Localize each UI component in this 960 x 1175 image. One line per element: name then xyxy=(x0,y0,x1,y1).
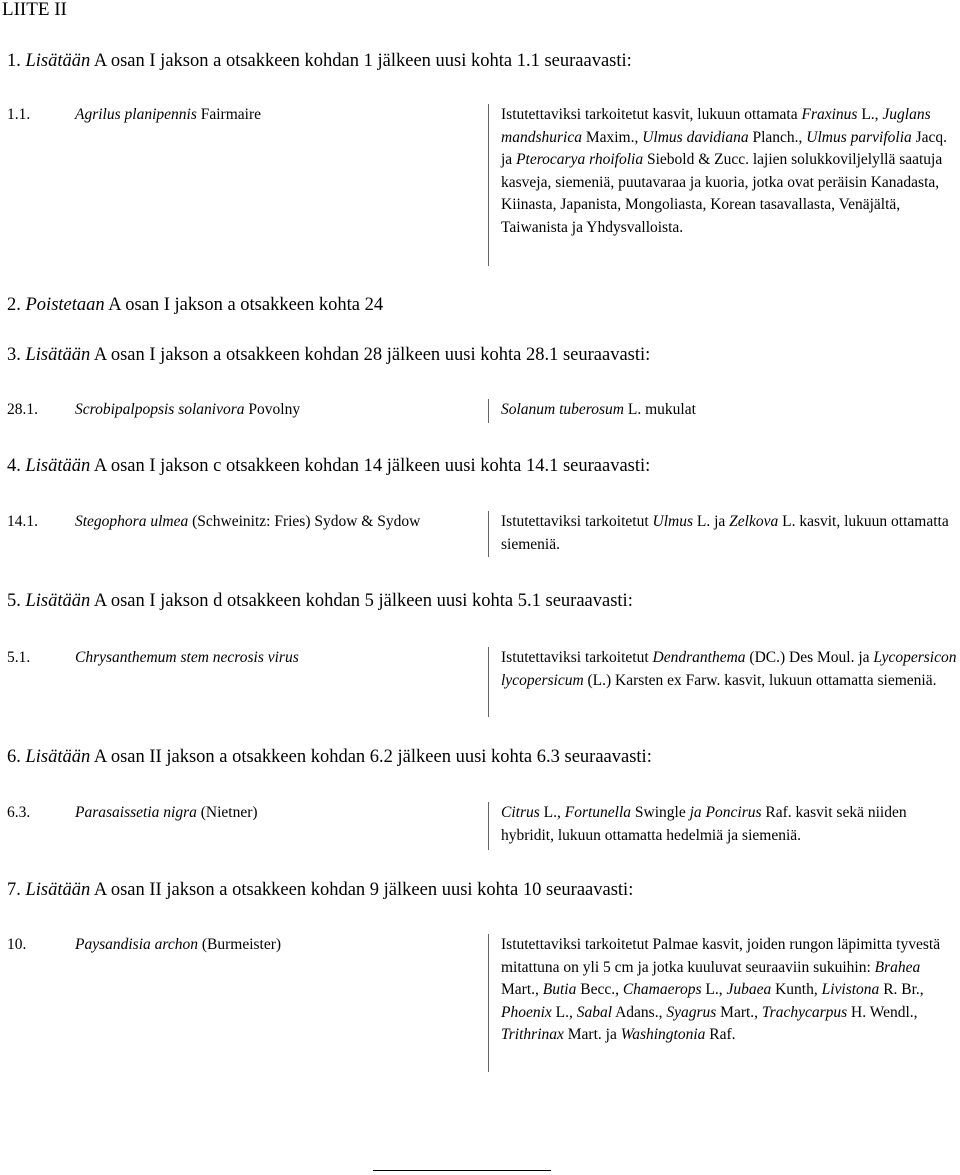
text-run: (Nietner) xyxy=(196,804,258,821)
text-run: Istutettaviksi tarkoitetut kasvit, lukuun ottamata xyxy=(501,106,802,123)
section-verb: Poistetaan xyxy=(25,295,105,315)
italic-text-run: Fortunella xyxy=(564,804,632,821)
entry-pest xyxy=(75,934,465,957)
italic-text-run: Syagrus xyxy=(666,1003,717,1021)
italic-text-run: Trachycarpus xyxy=(761,1003,848,1021)
text-run: L. ja xyxy=(693,513,730,530)
entry-pest xyxy=(75,511,450,534)
section-number: 5. xyxy=(7,591,21,611)
entry-pest xyxy=(75,647,465,670)
italic-text-run: Dendranthema xyxy=(652,649,746,666)
section-text: A osan I jakson d otsakkeen kohdan 5 jälkeen uusi kohta 5.1 seuraavasti: xyxy=(93,591,633,611)
text-run: Mart. ja xyxy=(563,1026,621,1043)
text-run: (Schweinitz: Fries) Sydow & Sydow xyxy=(188,513,421,530)
italic-text-run: Jubaea xyxy=(726,981,772,998)
section-text: A osan II jakson a otsakkeen kohdan 6.2 jälkeen uusi kohta 6.3 seuraavasti: xyxy=(93,747,652,767)
text-run: Planch., xyxy=(748,128,807,146)
italic-text-run: Livistona xyxy=(821,981,880,998)
italic-text-run: Paysandisia archon xyxy=(75,936,198,953)
text-run: Swingle xyxy=(631,804,690,821)
section-text: A osan II jakson a otsakkeen kohdan 9 jälkeen uusi kohta 10 seuraavasti: xyxy=(93,880,634,900)
italic-text-run: Parasaissetia nigra xyxy=(75,804,197,821)
section-text: A osan I jakson a otsakkeen kohta 24 xyxy=(108,295,384,315)
section-verb: Lisätään xyxy=(25,51,91,71)
italic-text-run: Pterocarya rhoifolia xyxy=(516,151,644,168)
section-number: 1. xyxy=(7,51,21,71)
entry-description xyxy=(488,802,958,850)
italic-text-run: Phoenix xyxy=(501,1003,552,1021)
italic-text-run: Scrobipalpopsis solanivora xyxy=(75,401,245,418)
text-run: (Burmeister) xyxy=(198,936,282,953)
text-run: Istutettaviksi tarkoitetut xyxy=(501,649,653,666)
italic-text-run: Citrus xyxy=(501,804,540,821)
section-verb: Lisätään xyxy=(25,456,91,476)
entry-description xyxy=(488,399,958,423)
text-run: Siebold & Zucc. lajien solukkoviljelyllä saatuja kasveja, siemeniä, puutavaraa ja kuoria, jotka ovat peräisin Kanadasta, Kiinasta, Japanista, Mongoliasta, Korean tasavallasta, Venäjältä, Taiwanista ja Yhdysvalloista. xyxy=(501,151,943,236)
section-verb: Lisätään xyxy=(25,880,91,900)
section-number: 2. xyxy=(7,295,21,315)
text-run: L., xyxy=(539,804,565,821)
italic-text-run: Chamaerops xyxy=(622,981,702,998)
section-number: 3. xyxy=(7,345,21,365)
text-run: R. Br., xyxy=(879,981,924,998)
italic-text-run: Solanum tuberosum xyxy=(501,401,624,418)
text-run: Raf. xyxy=(705,1026,736,1043)
text-run: Jacq. ja xyxy=(501,128,948,168)
text-run: L., xyxy=(857,106,883,123)
entry-description xyxy=(488,647,958,717)
section-number: 6. xyxy=(7,747,21,767)
italic-text-run: Chrysanthemum stem necrosis virus xyxy=(75,649,299,666)
section-heading-5 xyxy=(7,589,633,613)
italic-text-run: Fraxinus xyxy=(801,106,858,123)
text-run: Fairmaire xyxy=(196,106,261,123)
section-verb: Lisätään xyxy=(25,591,91,611)
text-run: (DC.) Des Moul. ja xyxy=(745,649,874,666)
italic-text-run: Ulmus davidiana xyxy=(642,128,749,146)
section-heading-1 xyxy=(7,49,632,73)
section-verb: Lisätään xyxy=(25,747,91,767)
text-run: H. Wendl., xyxy=(847,1003,918,1021)
entry-pest xyxy=(75,104,465,127)
italic-text-run: Sabal xyxy=(576,1003,613,1021)
italic-text-run: Ulmus parvifolia xyxy=(806,128,912,146)
italic-text-run: Juglans mandshurica xyxy=(501,106,931,146)
section-heading-2 xyxy=(7,293,383,317)
section-text: A osan I jakson a otsakkeen kohdan 28 jälkeen uusi kohta 28.1 seuraavasti: xyxy=(93,345,651,365)
text-run: L. mukulat xyxy=(624,401,696,418)
entry-number: 10. xyxy=(7,936,27,953)
section-heading-7 xyxy=(7,878,633,902)
page-title: LIITE II xyxy=(2,0,67,20)
entry-number: 6.3. xyxy=(7,804,31,821)
entry-number: 14.1. xyxy=(7,513,38,530)
entry-description xyxy=(488,511,958,557)
italic-text-run: Ulmus xyxy=(652,513,694,530)
text-run: (L.) Karsten ex Farw. kasvit, lukuun ottamatta siemeniä. xyxy=(583,671,937,689)
text-run: Mart., xyxy=(501,981,543,998)
section-heading-6 xyxy=(7,745,652,769)
text-run: Adans., xyxy=(612,1003,667,1021)
entry-description xyxy=(488,104,958,266)
entry-pest xyxy=(75,399,465,422)
text-run: L., xyxy=(701,981,727,998)
footer-separator-line xyxy=(373,1170,551,1171)
section-heading-4 xyxy=(7,454,650,478)
italic-text-run: Trithrinax xyxy=(501,1026,564,1043)
entry-description xyxy=(488,934,958,1072)
text-run: Maxim., xyxy=(581,128,643,146)
text-run: Kunth, xyxy=(771,981,822,998)
text-run: Istutettaviksi tarkoitetut Palmae kasvit, joiden rungon läpimitta tyvestä mitattuna on yli 5 cm ja jotka kuuluvat seuraaviin sukuihin: xyxy=(501,936,941,976)
section-number: 7. xyxy=(7,880,21,900)
italic-text-run: Zelkova xyxy=(729,513,779,530)
text-run: L., xyxy=(551,1003,577,1021)
text-run: L. kasvit, lukuun ottamatta siemeniä. xyxy=(501,513,949,553)
section-verb: Lisätään xyxy=(25,345,91,365)
italic-text-run: Stegophora ulmea xyxy=(75,513,189,530)
text-run: Istutettaviksi tarkoitetut xyxy=(501,513,653,530)
entry-number: 1.1. xyxy=(7,106,31,123)
section-text: A osan I jakson a otsakkeen kohdan 1 jälkeen uusi kohta 1.1 seuraavasti: xyxy=(93,51,632,71)
section-heading-3 xyxy=(7,343,650,367)
entry-pest xyxy=(75,802,465,825)
italic-text-run: Brahea xyxy=(874,958,921,976)
text-run: Mart., xyxy=(716,1003,762,1021)
text-run: Raf. kasvit sekä niiden hybridit, lukuun ottamatta hedelmiä ja siemeniä. xyxy=(501,804,907,844)
section-number: 4. xyxy=(7,456,21,476)
italic-text-run: Washingtonia xyxy=(620,1026,706,1043)
italic-text-run: Lycopersicon lycopersicum xyxy=(501,649,957,689)
entry-number: 5.1. xyxy=(7,649,31,666)
section-text: A osan I jakson c otsakkeen kohdan 14 jälkeen uusi kohta 14.1 seuraavasti: xyxy=(93,456,651,476)
entry-number: 28.1. xyxy=(7,401,38,418)
text-run: Povolny xyxy=(244,401,301,418)
italic-text-run: ja Poncirus xyxy=(689,804,762,821)
text-run: Becc., xyxy=(576,981,623,998)
italic-text-run: Butia xyxy=(542,981,577,998)
italic-text-run: Agrilus planipennis xyxy=(75,106,197,123)
